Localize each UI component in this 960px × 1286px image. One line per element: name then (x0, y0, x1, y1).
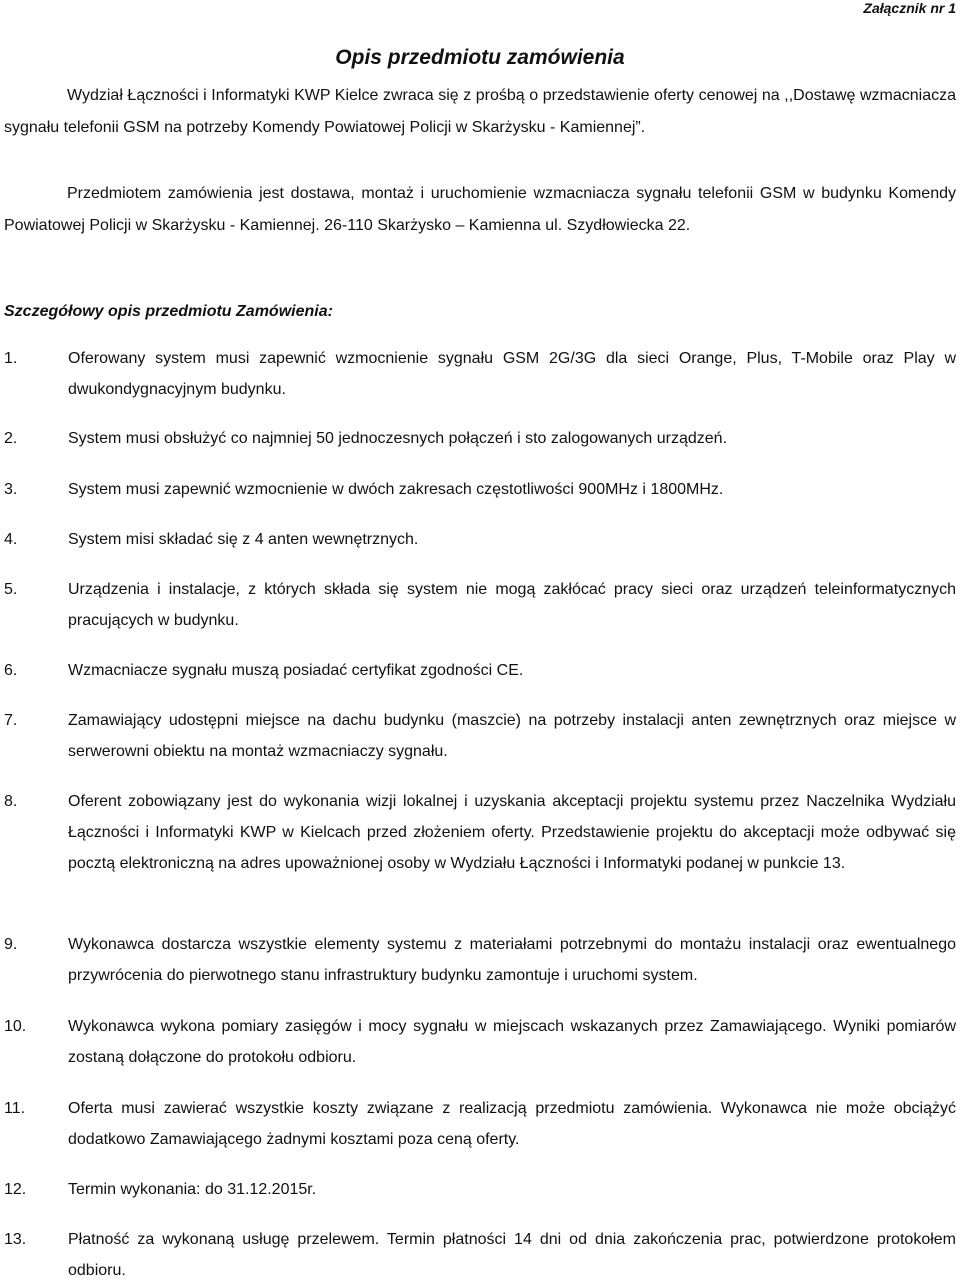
list-item (0, 1224, 956, 1286)
list-item-text: Oferowany system musi zapewnić wzmocnienie sygnału GSM 2G/3G dla sieci Orange, Plus, T-Mobile oraz Play w dwukondygnacyjnym budynku. (68, 350, 956, 398)
list-item-number: 11. (4, 1100, 26, 1117)
list-item-number: 10. (4, 1018, 27, 1035)
list-item-text: Termin wykonania: do 31.12.2015r. (68, 1181, 317, 1198)
section-heading: Szczegółowy opis przedmiotu Zamówienia: (4, 303, 333, 320)
list-item-text: Wykonawca wykona pomiary zasięgów i mocy sygnału w miejscach wskazanych przez Zamawiającego. Wyniki pomiarów zostaną dołączone do protokołu odbioru. (68, 1018, 956, 1066)
list-item-text: System musi zapewnić wzmocnienie w dwóch zakresach częstotliwości 900MHz i 1800MHz. (68, 481, 724, 498)
annex-label: Załącznik nr 1 (863, 0, 956, 16)
list-item-number: 2. (4, 430, 18, 447)
list-item-number: 3. (4, 481, 18, 498)
list-item-number: 13. (4, 1231, 27, 1248)
list-item (0, 574, 956, 636)
list-item-number: 6. (4, 662, 18, 679)
list-item-text: System musi obsłużyć co najmniej 50 jednoczesnych połączeń i sto zalogowanych urządzeń. (68, 430, 728, 447)
list-item (0, 474, 956, 505)
intro-paragraph-1: Wydział Łączności i Informatyki KWP Kielce zwraca się z prośbą o przedstawienie oferty cenowej na ,,Dostawę wzmacniacza sygnału telefonii GSM na potrzeby Komendy Powiatowej Policji w Skarżysku - Kamiennej”. (4, 87, 956, 136)
list-item-number: 1. (4, 350, 18, 367)
list-item (0, 1093, 956, 1155)
list-item-text: Oferta musi zawierać wszystkie koszty związane z realizacją przedmiotu zamówienia. Wykonawca nie może obciążyć dodatkowo Zamawiającego żadnymi kosztami poza ceną oferty. (68, 1100, 956, 1148)
list-item-number: 5. (4, 581, 18, 598)
document-title: Opis przedmiotu zamówienia (335, 46, 625, 69)
list-item (0, 1011, 956, 1073)
list-item-number: 4. (4, 531, 18, 548)
list-item (0, 423, 956, 454)
list-item (0, 929, 956, 991)
list-item (0, 786, 956, 879)
list-item (0, 705, 956, 767)
list-item (0, 1174, 956, 1205)
list-item-number: 12. (4, 1181, 27, 1198)
list-item-text: Oferent zobowiązany jest do wykonania wizji lokalnej i uzyskania akceptacji projektu systemu przez Naczelnika Wydziału Łączności i Informatyki KWP w Kielcach przed złożeniem oferty. Przedstawienie projektu do akceptacji może odbywać się pocztą elektroniczną na adres upoważnionej osoby w Wydziału Łączności i Informatyki podanej w punkcie 13. (68, 793, 956, 872)
list-item (0, 343, 956, 405)
list-item-number: 9. (4, 936, 18, 953)
intro-paragraph-2: Przedmiotem zamówienia jest dostawa, montaż i uruchomienie wzmacniacza sygnału telefonii GSM w budynku Komendy Powiatowej Policji w Skarżysku - Kamiennej. 26-110 Skarżysko – Kamienna ul. Szydłowiecka 22. (4, 185, 956, 234)
list-item-text: System misi składać się z 4 anten wewnętrznych. (68, 531, 419, 548)
list-item-text: Płatność za wykonaną usługę przelewem. Termin płatności 14 dni od dnia zakończenia prac, potwierdzone protokołem odbioru. (68, 1231, 956, 1279)
list-item (0, 655, 956, 686)
list-item-text: Urządzenia i instalacje, z których składa się system nie mogą zakłócać pracy sieci oraz urządzeń teleinformatycznych pracujących w budynku. (68, 581, 956, 629)
list-item-number: 8. (4, 793, 18, 810)
list-item-text: Wzmacniacze sygnału muszą posiadać certyfikat zgodności CE. (68, 662, 524, 679)
list-item-text: Wykonawca dostarcza wszystkie elementy systemu z materiałami potrzebnymi do montażu instalacji oraz ewentualnego przywrócenia do pierwotnego stanu infrastruktury budynku zamontuje i uruchomi system. (68, 936, 956, 984)
list-item-text: Zamawiający udostępni miejsce na dachu budynku (maszcie) na potrzeby instalacji anten zewnętrznych oraz miejsce w serwerowni obiektu na montaż wzmacniaczy sygnału. (68, 712, 956, 760)
list-item-number: 7. (4, 712, 18, 729)
list-item (0, 524, 956, 555)
